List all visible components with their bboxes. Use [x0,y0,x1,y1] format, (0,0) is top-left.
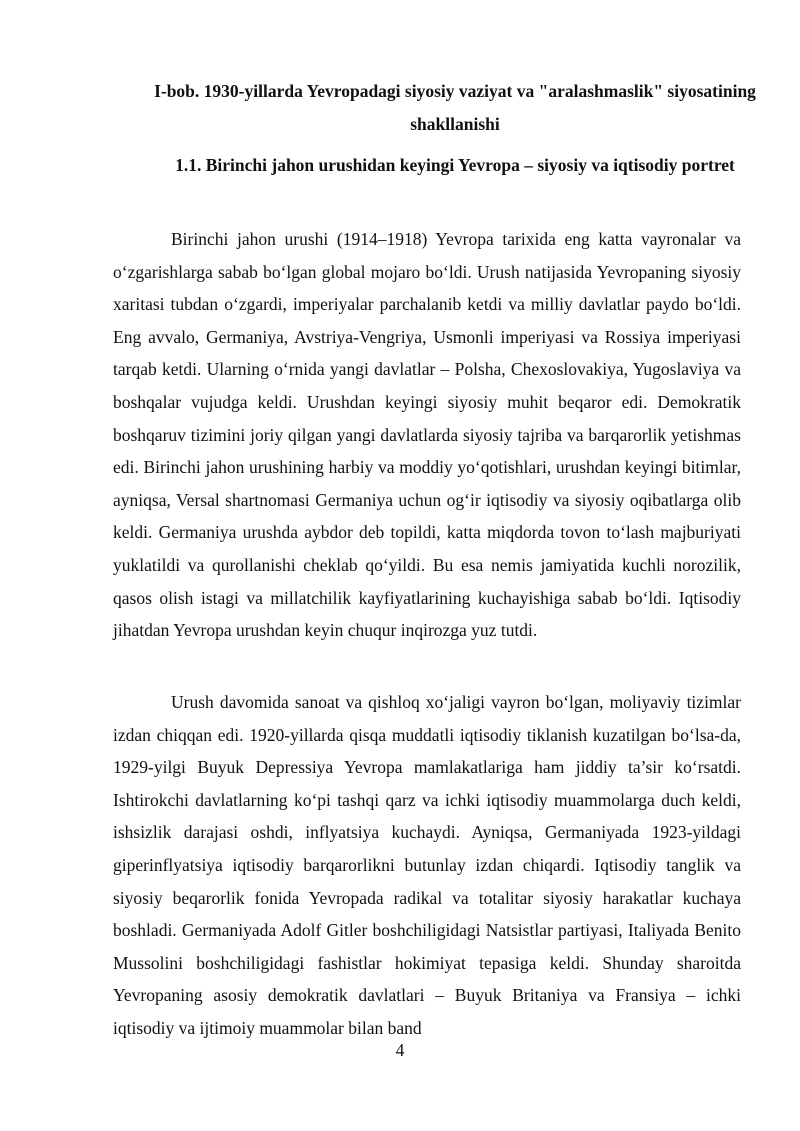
chapter-title: I-bob. 1930-yillarda Yevropadagi siyosiy vaziyat va "aralashmaslik" siyosatining shakllanishi [154,81,756,134]
paragraph: Urush davomida sanoat va qishloq xo‘jaligi vayron bo‘lgan, moliyaviy tizimlar izdan chiqqan edi. 1920-yillarda qisqa muddatli iqtisodiy tiklanish kuzatilgan bo‘lsa-da, 1929-yilgi Buyuk Depressiya Yevropa mamlakatlariga ham jiddiy ta’sir ko‘rsatdi. Ishtirokchi davlatlarning ko‘pi tashqi qarz va ichki iqtisodiy muammolarga duch keldi, ishsizlik darajasi oshdi, inflyatsiya kuchaydi. Ayniqsa, Germaniyada 1923-yildagi giperinflyatsiya iqtisodiy barqarorlikni butunlay izdan chiqardi. Iqtisodiy tanglik va siyosiy beqarorlik fonida Yevropada radikal va totalitar siyosiy harakatlar kuchaya boshladi. Germaniyada Adolf Gitler boshchiligidagi Natsistlar partiyasi, Italiyada Benito Mussolini boshchiligidagi fashistlar hokimiyat tepasiga keldi. Shunday sharoitda Yevropaning asosiy demokratik davlatlari – Buyuk Britaniya va Fransiya – ichki iqtisodiy va ijtimoiy muammolar bilan band [113,692,741,1038]
paragraph: Birinchi jahon urushi (1914–1918) Yevropa tarixida eng katta vayronalar va o‘zgarishlarga sabab bo‘lgan global mojaro bo‘ldi. Urush natijasida Yevropaning siyosiy xaritasi tubdan o‘zgardi, imperiyalar parchalanib ketdi va milliy davlatlar paydo bo‘ldi. Eng avvalo, Germaniya, Avstriya-Vengriya, Usmonli imperiyasi va Rossiya imperiyasi tarqab ketdi. Ularning o‘rnida yangi davlatlar – Polsha, Chexoslovakiya, Yugoslaviya va boshqalar vujudga keldi. Urushdan keyingi siyosiy muhit beqaror edi. Demokratik boshqaruv tizimini joriy qilgan yangi davlatlarda siyosiy tajriba va barqarorlik yetishmas edi. Birinchi jahon urushining harbiy va moddiy yo‘qotishlari, urushdan keyingi bitimlar, ayniqsa, Versal shartnomasi Germaniya uchun og‘ir iqtisodiy va siyosiy oqibatlarga olib keldi. Germaniya urushda aybdor deb topildi, katta miqdorda tovon to‘lash majburiyati yuklatildi va qurollanishi cheklab qo‘yildi. Bu esa nemis jamiyatida kuchli norozilik, qasos olish istagi va millatchilik kayfiyatlarining kuchayishiga sabab bo‘ldi. Iqtisodiy jihatdan Yevropa urushdan keyin chuqur inqirozga yuz tutdi. [113,229,741,641]
page-number: 4 [395,1040,405,1060]
section-title: 1.1. Birinchi jahon urushidan keyingi Yevropa – siyosiy va iqtisodiy portret [175,155,735,175]
